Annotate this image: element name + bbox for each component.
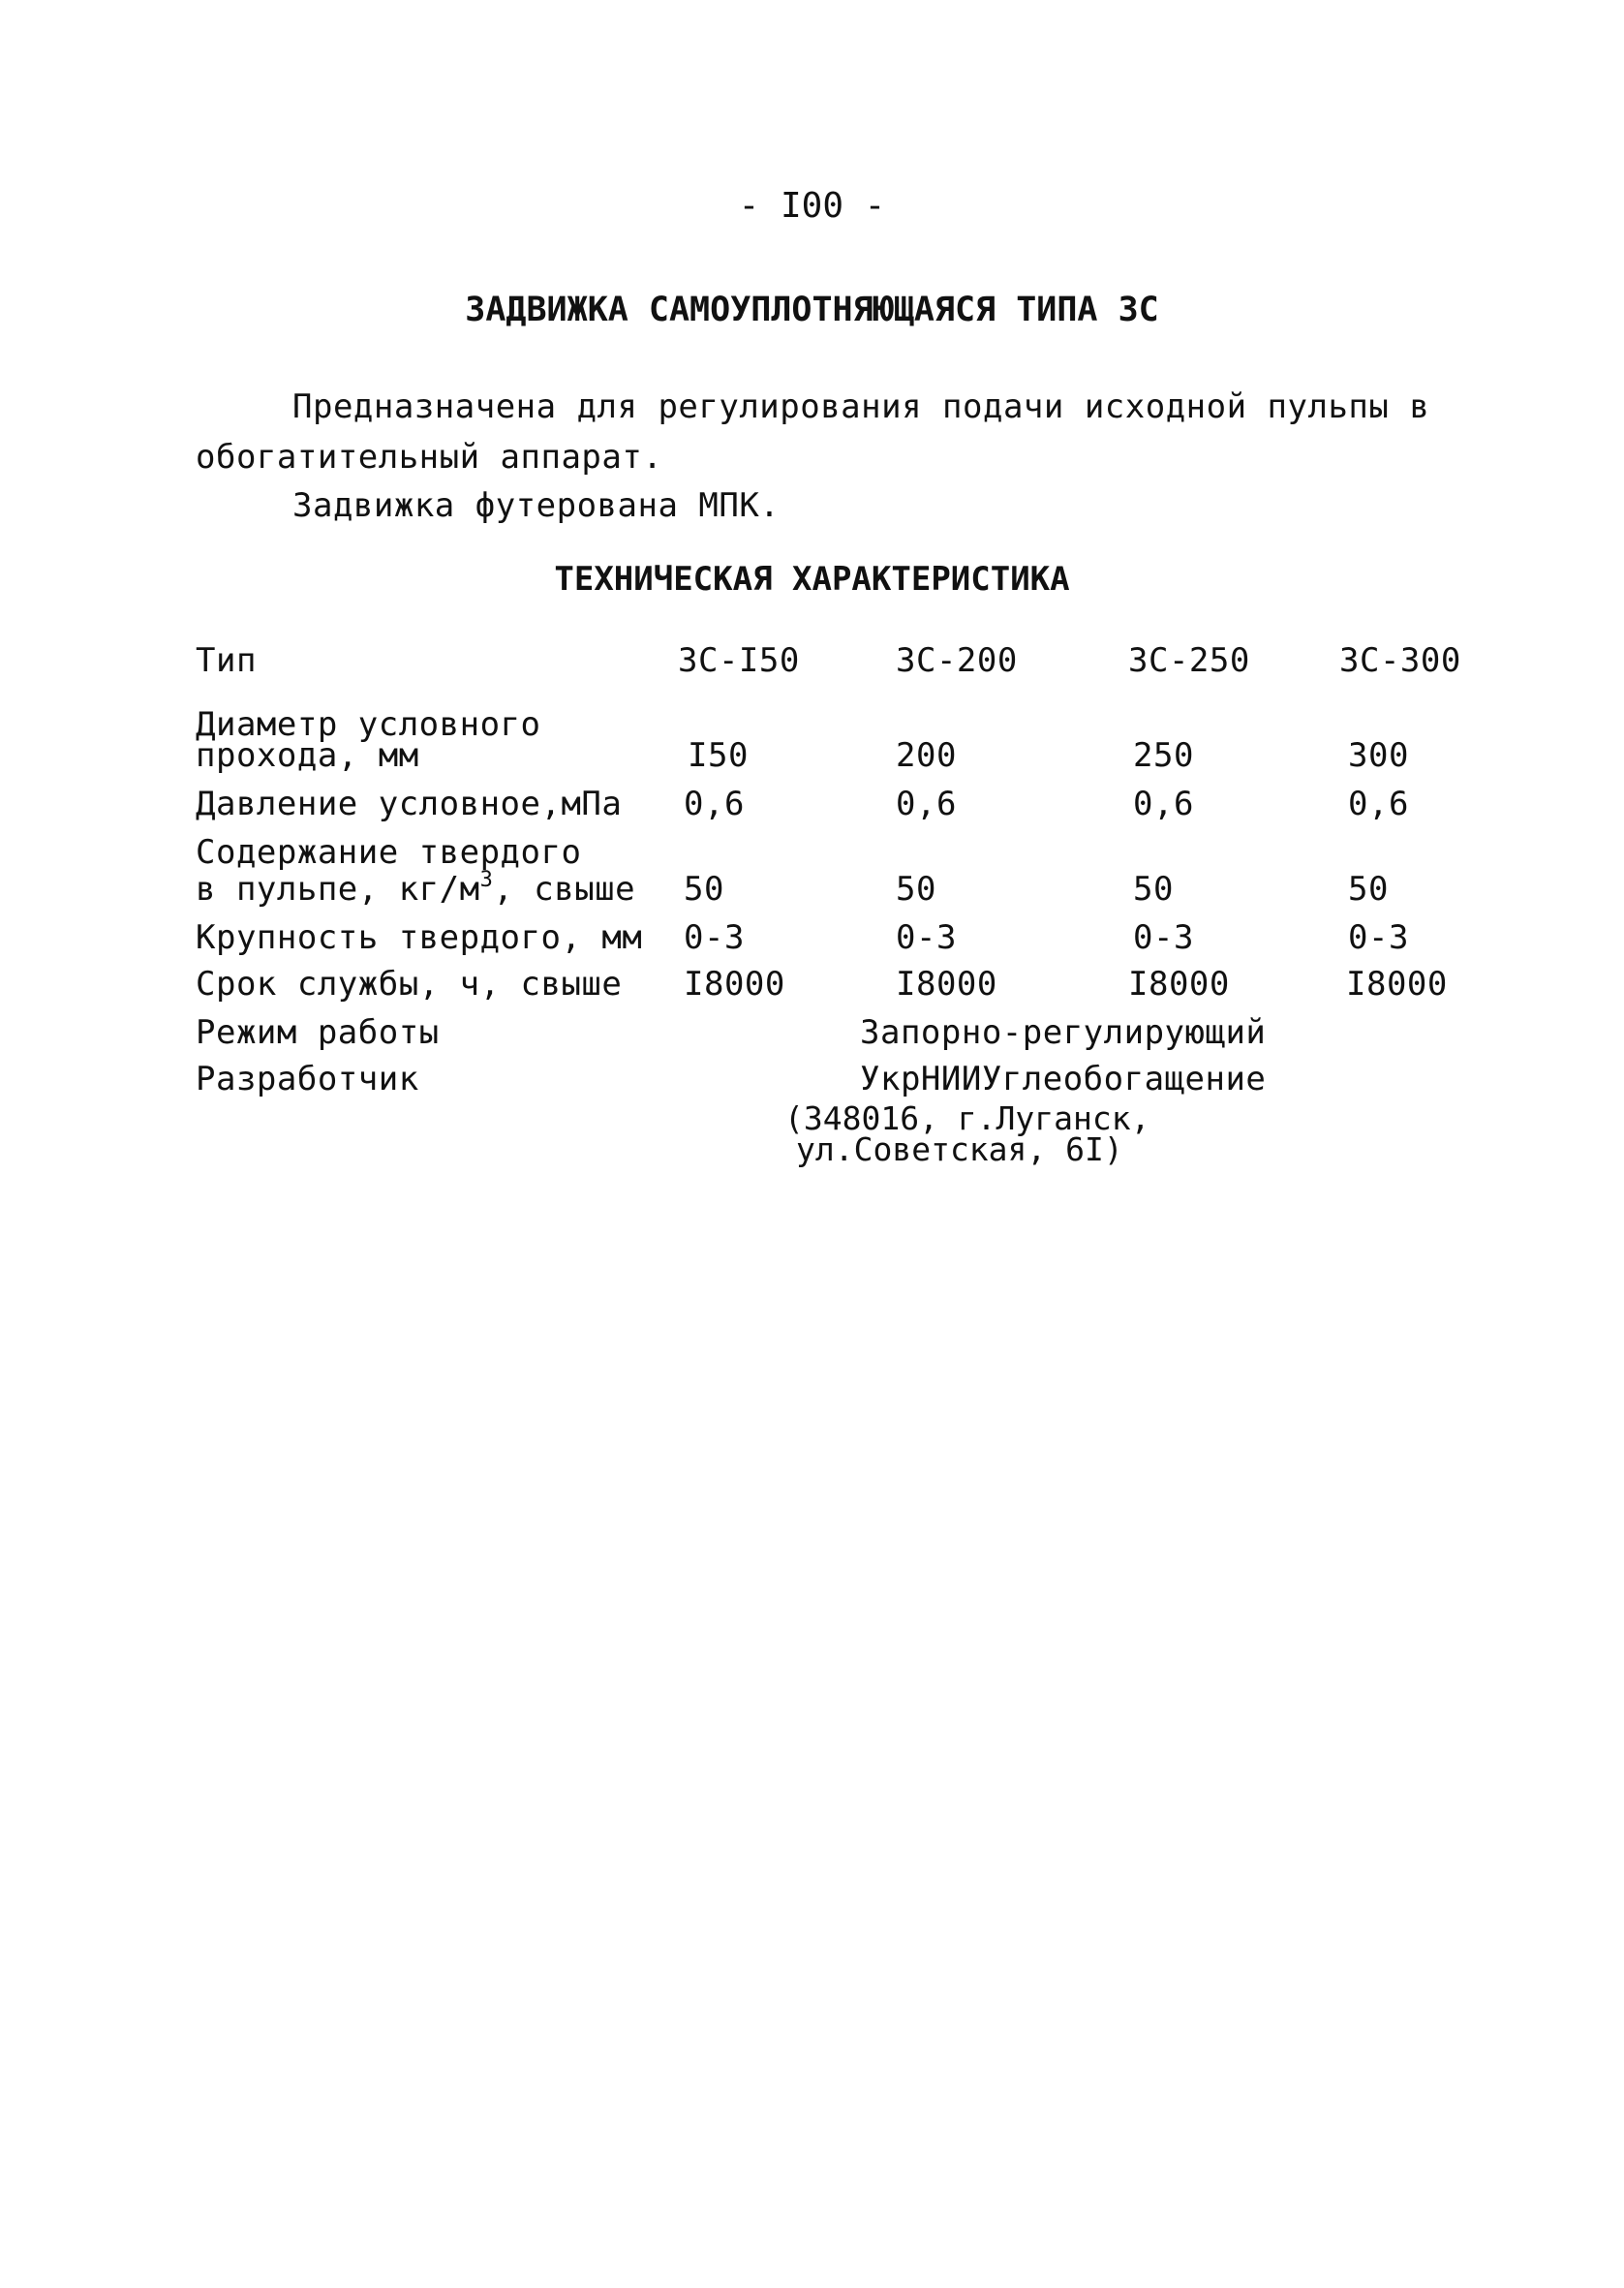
service-life-value: I8000 bbox=[1346, 965, 1448, 1004]
page-number: - I00 - bbox=[738, 186, 886, 226]
type-value: ЗС-300 bbox=[1339, 641, 1461, 680]
mode-value: Запорно-регулирующий bbox=[860, 1013, 1267, 1052]
document-title: ЗАДВИЖКА САМОУПЛОТНЯЮЩАЯСЯ ТИПА ЗС bbox=[465, 291, 1159, 329]
service-life-label: Срок службы, ч, свыше bbox=[196, 965, 623, 1004]
diameter-value: 250 bbox=[1133, 736, 1194, 775]
pressure-label: Давление условное,мПа bbox=[196, 785, 623, 823]
type-value: ЗС-I50 bbox=[678, 641, 800, 680]
lining-note: Задвижка футерована МПК. bbox=[292, 486, 781, 525]
developer-address-line2: ул.Советская, 6I) bbox=[796, 1130, 1123, 1168]
solids-value: 50 bbox=[1133, 870, 1174, 909]
pressure-value: 0,6 bbox=[1348, 785, 1409, 823]
diameter-value: I50 bbox=[688, 736, 749, 775]
size-label: Крупность твердого, мм bbox=[196, 918, 643, 957]
mode-label: Режим работы bbox=[196, 1013, 440, 1052]
developer-address-line1: (348016, г.Луганск, bbox=[784, 1099, 1150, 1137]
pressure-value: 0,6 bbox=[1133, 785, 1194, 823]
type-label: Тип bbox=[196, 641, 257, 680]
service-life-value: I8000 bbox=[684, 965, 785, 1004]
diameter-value: 200 bbox=[896, 736, 957, 775]
size-value: 0-3 bbox=[684, 918, 745, 957]
size-value: 0-3 bbox=[896, 918, 957, 957]
purpose-line-2: обогатительный аппарат. bbox=[196, 438, 663, 477]
service-life-value: I8000 bbox=[1128, 965, 1230, 1004]
developer-name: УкрНИИУглеобогащение bbox=[860, 1060, 1267, 1098]
solids-value: 50 bbox=[1348, 870, 1389, 909]
purpose-line-1: Предназначена для регулирования подачи исходной пульпы в bbox=[292, 387, 1430, 426]
spec-heading: ТЕХНИЧЕСКАЯ ХАРАКТЕРИСТИКА bbox=[554, 560, 1070, 599]
type-value: ЗС-250 bbox=[1128, 641, 1250, 680]
pressure-value: 0,6 bbox=[684, 785, 745, 823]
diameter-label-line1: Диаметр условного bbox=[196, 705, 541, 744]
size-value: 0-3 bbox=[1348, 918, 1409, 957]
service-life-value: I8000 bbox=[896, 965, 997, 1004]
diameter-label-line2: прохода, мм bbox=[196, 736, 419, 775]
solids-label-line2: в пульпе, $кг/м^3$, свыше bbox=[196, 868, 636, 909]
type-value: ЗС-200 bbox=[896, 641, 1018, 680]
solids-value: 50 bbox=[896, 870, 936, 909]
solids-value: 50 bbox=[684, 870, 724, 909]
developer-label: Разработчик bbox=[196, 1060, 419, 1098]
solids-label-line1: Содержание твердого bbox=[196, 833, 582, 872]
diameter-value: 300 bbox=[1348, 736, 1409, 775]
pressure-value: 0,6 bbox=[896, 785, 957, 823]
size-value: 0-3 bbox=[1133, 918, 1194, 957]
